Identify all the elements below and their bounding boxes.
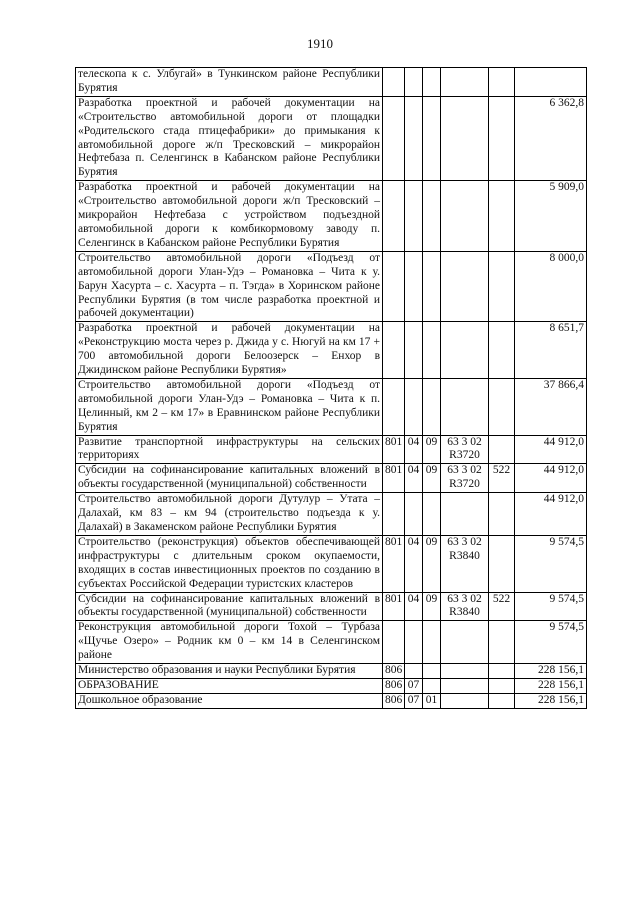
target-article-code: 63 3 02 R3840 — [441, 592, 489, 621]
expense-type-code — [489, 621, 515, 664]
amount-value: 44 912,0 — [515, 435, 587, 464]
target-article-code — [441, 693, 489, 708]
target-article-code — [441, 251, 489, 322]
amount-value: 228 156,1 — [515, 693, 587, 708]
section-code: 04 — [405, 592, 423, 621]
subsection-code: 09 — [423, 464, 441, 493]
target-article-code — [441, 664, 489, 679]
section-code — [405, 621, 423, 664]
ministry-code — [383, 493, 405, 536]
amount-value: 228 156,1 — [515, 664, 587, 679]
target-article-code — [441, 322, 489, 379]
expense-type-code — [489, 664, 515, 679]
subsection-code — [423, 493, 441, 536]
expense-type-code — [489, 535, 515, 592]
section-code: 04 — [405, 435, 423, 464]
amount-value: 9 574,5 — [515, 535, 587, 592]
section-code — [405, 96, 423, 180]
table-body — [76, 68, 587, 709]
amount-value: 9 574,5 — [515, 621, 587, 664]
expense-type-code — [489, 96, 515, 180]
subsection-code — [423, 96, 441, 180]
budget-table — [75, 67, 587, 709]
table-row — [76, 68, 587, 97]
table-row — [76, 251, 587, 322]
ministry-code: 801 — [383, 464, 405, 493]
line-item-name: Строительство автомобильной дороги «Подъезд от автомобильной дороги Улан-Удэ – Романовка – Чита к п. Целинный, км 2 – км 17» в Еравнинском районе Республики Бурятия — [76, 378, 383, 435]
ministry-code — [383, 322, 405, 379]
line-item-name: Министерство образования и науки Республики Бурятия — [76, 664, 383, 679]
subsection-code — [423, 621, 441, 664]
amount-value: 5 909,0 — [515, 181, 587, 252]
expense-type-code: 522 — [489, 592, 515, 621]
table-row — [76, 693, 587, 708]
table-row — [76, 664, 587, 679]
expense-type-code — [489, 493, 515, 536]
subsection-code — [423, 68, 441, 97]
line-item-name: Субсидии на софинансирование капитальных вложений в объекты государственной (муниципальной) собственности — [76, 464, 383, 493]
subsection-code: 09 — [423, 435, 441, 464]
subsection-code: 09 — [423, 535, 441, 592]
expense-type-code: 522 — [489, 464, 515, 493]
expense-type-code — [489, 378, 515, 435]
target-article-code — [441, 181, 489, 252]
section-code: 04 — [405, 535, 423, 592]
target-article-code — [441, 378, 489, 435]
ministry-code — [383, 621, 405, 664]
target-article-code — [441, 678, 489, 693]
subsection-code — [423, 322, 441, 379]
ministry-code — [383, 68, 405, 97]
expense-type-code — [489, 181, 515, 252]
expense-type-code — [489, 693, 515, 708]
table-row — [76, 592, 587, 621]
target-article-code — [441, 68, 489, 97]
ministry-code: 801 — [383, 535, 405, 592]
line-item-name: Разработка проектной и рабочей документации на «Реконструкцию моста через р. Джида у с. Нюгуй на км 17 + 700 автомобильной дороги Белоозерск – Енхор в Джидинском районе Республики Бурятия» — [76, 322, 383, 379]
section-code — [405, 322, 423, 379]
table-row — [76, 378, 587, 435]
section-code — [405, 493, 423, 536]
amount-value: 44 912,0 — [515, 464, 587, 493]
amount-value: 8 000,0 — [515, 251, 587, 322]
subsection-code — [423, 678, 441, 693]
expense-type-code — [489, 678, 515, 693]
expense-type-code — [489, 68, 515, 97]
target-article-code: 63 3 02 R3840 — [441, 535, 489, 592]
line-item-name: Субсидии на софинансирование капитальных вложений в объекты государственной (муниципальной) собственности — [76, 592, 383, 621]
section-code — [405, 68, 423, 97]
target-article-code — [441, 493, 489, 536]
subsection-code: 09 — [423, 592, 441, 621]
ministry-code: 801 — [383, 592, 405, 621]
line-item-name: телескопа к с. Улбугай» в Тункинском районе Республики Бурятия — [76, 68, 383, 97]
table-row — [76, 493, 587, 536]
ministry-code: 801 — [383, 435, 405, 464]
ministry-code — [383, 96, 405, 180]
line-item-name: Строительство автомобильной дороги Дутулур – Утата – Далахай, км 83 – км 94 (строительство подъезда к у. Далахай) в Закаменском районе Республики Бурятия — [76, 493, 383, 536]
line-item-name: Реконструкция автомобильной дороги Тохой – Турбаза «Щучье Озеро» – Родник км 0 – км 14 в Селенгинском районе — [76, 621, 383, 664]
line-item-name: Разработка проектной и рабочей документации на «Строительство автомобильной дороги от площадки «Родительского стада птицефабрики» до примыкания к автомобильной дороге ж/п Тресковский – микрорайон Нефтебаза п. Селенгинск в Кабанском районе Республики Бурятия — [76, 96, 383, 180]
line-item-name: Строительство (реконструкция) объектов обеспечивающей инфраструктуры с длительным сроком окупаемости, входящих в состав инвестиционных проектов по созданию в субъектах Российской Федерации туристских кластеров — [76, 535, 383, 592]
section-code — [405, 251, 423, 322]
section-code: 07 — [405, 678, 423, 693]
subsection-code — [423, 378, 441, 435]
line-item-name: Дошкольное образование — [76, 693, 383, 708]
line-item-name: Строительство автомобильной дороги «Подъезд от автомобильной дороги Улан-Удэ – Романовка – Чита к у. Барун Хасурта – с. Хасурта – п. Тэгда» в Хоринском районе Республики Бурятия (в том числе разработка проектной и рабочей документации) — [76, 251, 383, 322]
ministry-code — [383, 181, 405, 252]
table-row — [76, 322, 587, 379]
amount-value: 8 651,7 — [515, 322, 587, 379]
ministry-code — [383, 251, 405, 322]
amount-value: 9 574,5 — [515, 592, 587, 621]
expense-type-code — [489, 251, 515, 322]
table-row — [76, 464, 587, 493]
target-article-code: 63 3 02 R3720 — [441, 464, 489, 493]
table-row — [76, 535, 587, 592]
page-number: 1910 — [307, 36, 333, 51]
ministry-code — [383, 378, 405, 435]
line-item-name: Развитие транспортной инфраструктуры на сельских территориях — [76, 435, 383, 464]
expense-type-code — [489, 435, 515, 464]
amount-value — [515, 68, 587, 97]
ministry-code: 806 — [383, 664, 405, 679]
target-article-code: 63 3 02 R3720 — [441, 435, 489, 464]
subsection-code — [423, 181, 441, 252]
section-code — [405, 181, 423, 252]
line-item-name: ОБРАЗОВАНИЕ — [76, 678, 383, 693]
subsection-code — [423, 251, 441, 322]
expense-type-code — [489, 322, 515, 379]
section-code: 07 — [405, 693, 423, 708]
table-row — [76, 435, 587, 464]
table-row — [76, 181, 587, 252]
target-article-code — [441, 96, 489, 180]
target-article-code — [441, 621, 489, 664]
line-item-name: Разработка проектной и рабочей документации на «Строительство автомобильной дороги ж/п Тресковский – микрорайон Нефтебаза с устройством подъездной автомобильной дороги к комбикормовому заводу п. Селенгинск в Кабанском районе Республики Бурятия — [76, 181, 383, 252]
section-code — [405, 378, 423, 435]
section-code — [405, 664, 423, 679]
ministry-code: 806 — [383, 678, 405, 693]
amount-value: 37 866,4 — [515, 378, 587, 435]
ministry-code: 806 — [383, 693, 405, 708]
amount-value: 6 362,8 — [515, 96, 587, 180]
subsection-code — [423, 664, 441, 679]
amount-value: 228 156,1 — [515, 678, 587, 693]
subsection-code: 01 — [423, 693, 441, 708]
table-row — [76, 621, 587, 664]
section-code: 04 — [405, 464, 423, 493]
table-row — [76, 678, 587, 693]
table-row — [76, 96, 587, 180]
amount-value: 44 912,0 — [515, 493, 587, 536]
